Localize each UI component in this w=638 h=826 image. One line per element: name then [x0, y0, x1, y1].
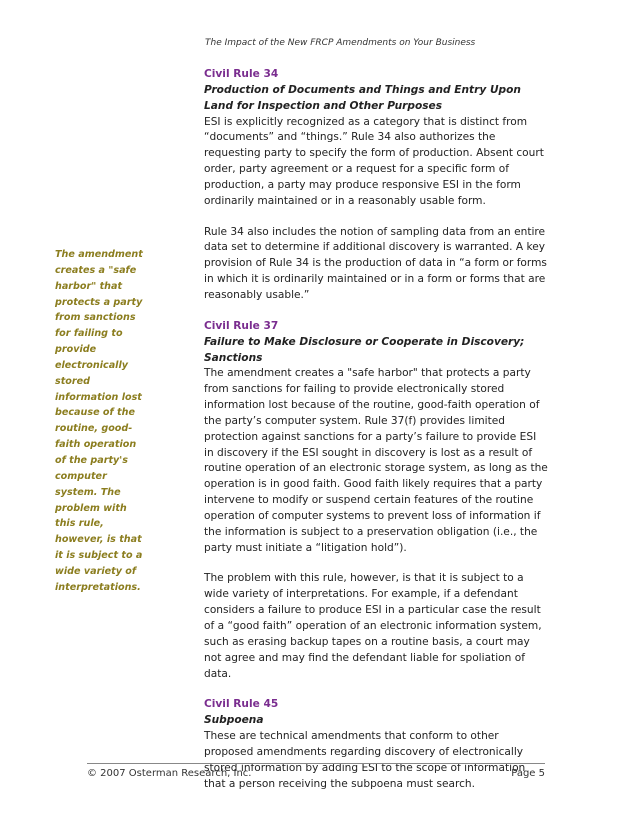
- section-subtitle: Subpoena: [204, 714, 264, 727]
- sidebar-pull-quote: The amendment creates a "safe harbor" that protects a party from sanctions for failing to provide electronically stored information lost because of the routine, good-faith operation of the party's computer system. The problem with this rule, however, is that it is subject to a wide variety of interpretations.: [55, 249, 143, 593]
- paragraph: The amendment creates a "safe harbor" that protects a party from sanctions for failing to provide electronically stored information lost because of the routine, good-faith operation of the party’s computer system. Rule 37(f) provides limited protection against sanctions for a party’s failure to provide ESI in discovery if the ESI sought in discovery is lost as a result of routine operation of an electronic storage system, as long as the operation is in good faith. Good faith likely requires that a party intervene to modify or suspend certain features of the routine operation of computer systems to prevent loss of information if the information is subject to a preservation obligation (i.e., the party must initiate a “litigation hold”).: [204, 367, 548, 554]
- footer-page-number: Page 5: [511, 768, 545, 779]
- paragraph: Rule 34 also includes the notion of sampling data from an entire data set to determine if additional discovery is warranted. A key provision of Rule 34 is the production of data in “a form or forms in which it is ordinarily maintained or in a form or forms that are reasonably usable.”: [204, 225, 547, 301]
- section-title: Civil Rule 34: [204, 68, 279, 80]
- section-title: Civil Rule 37: [204, 319, 279, 332]
- paragraph: The problem with this rule, however, is that it is subject to a wide variety of interpretations. For example, if a defendant considers a failure to produce ESI in a particular case the result of a “good faith” operation of an electronic information system, such as erasing backup tapes on a routine basis, a court may not agree and may find the defendant liable for spoliation of data.: [204, 572, 542, 680]
- section-subtitle: Failure to Make Disclosure or Cooperate in Discovery; Sanctions: [204, 335, 525, 364]
- footer-divider: [87, 763, 545, 764]
- section-title: Civil Rule 45: [204, 698, 279, 711]
- paragraph: ESI is explicitly recognized as a category that is distinct from “documents” and “things.” Rule 34 also authorizes the requesting party to specify the form of production. Absent court order, party agreement or a request for a specific form of production, a party may produce responsive ESI in the form ordinarily maintained or in a reasonably usable form.: [204, 115, 544, 207]
- section-rule-45: [204, 697, 549, 792]
- section-subtitle: Production of Documents and Things and Entry Upon Land for Inspection and Other Purposes: [204, 83, 521, 112]
- section-rule-37: [204, 319, 549, 683]
- main-content: [204, 67, 549, 792]
- running-header: The Impact of the New FRCP Amendments on Your Business: [205, 38, 476, 48]
- footer-copyright: © 2007 Osterman Research, Inc.: [87, 768, 252, 779]
- section-rule-34: [204, 67, 549, 304]
- paragraph: These are technical amendments that conform to other proposed amendments regarding discovery of electronically stored information by adding ESI to the scope of information that a person receiving the subpoena must search.: [204, 730, 526, 790]
